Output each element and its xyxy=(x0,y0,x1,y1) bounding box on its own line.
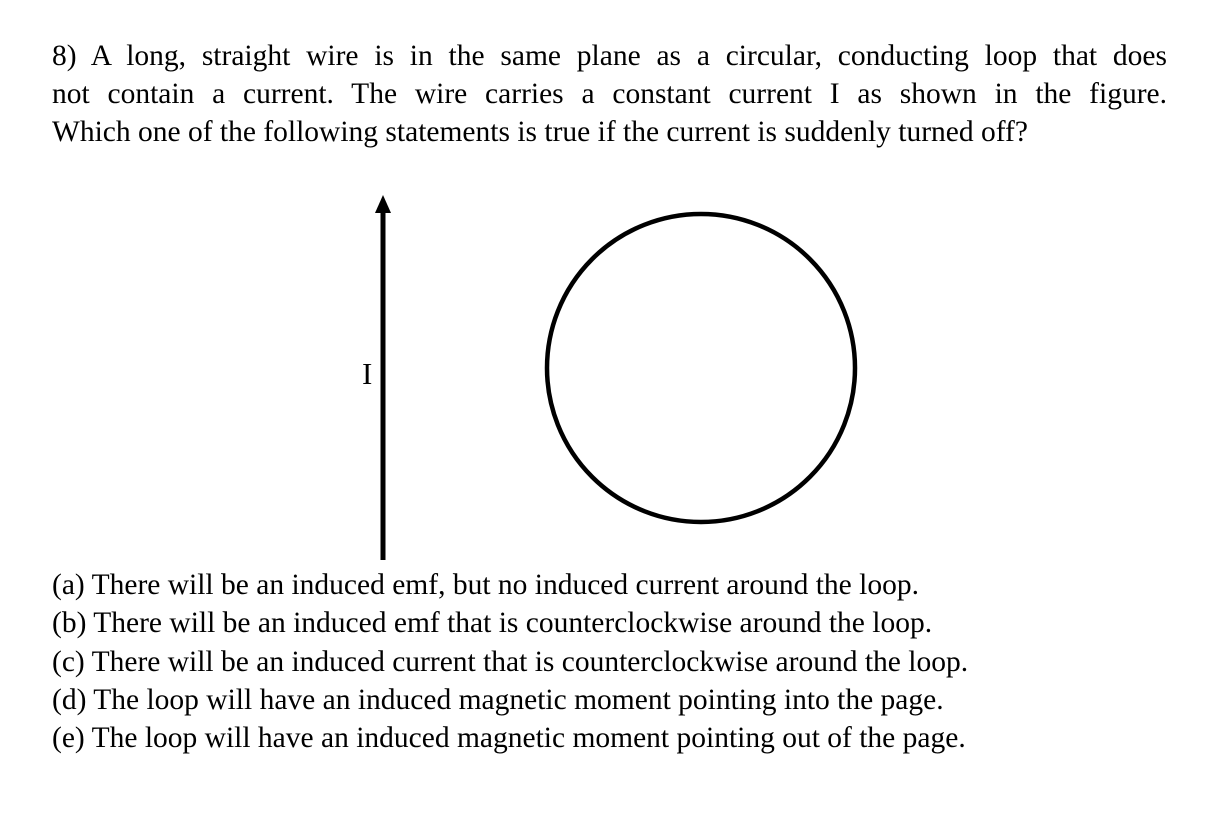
question-line: not contain a current. The wire carries a constant current I as shown in the figure. xyxy=(52,78,1167,110)
current-arrow-head xyxy=(375,195,391,213)
choice-c[interactable]: (c) There will be an induced current that is counterclockwise around the loop. xyxy=(52,645,969,678)
answer-choices xyxy=(52,566,968,757)
choice-d[interactable]: (d) The loop will have an induced magnetic moment pointing into the page. xyxy=(52,683,944,716)
question-line: 8) A long, straight wire is in the same plane as a circular, conducting loop that does xyxy=(52,40,1167,72)
question-line: Which one of the following statements is true if the current is suddenly turned off? xyxy=(52,116,1028,148)
choice-a[interactable]: (a) There will be an induced emf, but no induced current around the loop. xyxy=(52,569,919,601)
conducting-loop xyxy=(547,214,855,522)
choice-e[interactable]: (e) The loop will have an induced magnetic moment pointing out of the page. xyxy=(52,722,966,755)
current-label: I xyxy=(362,356,373,391)
question-text xyxy=(52,37,1167,151)
choice-b[interactable]: (b) There will be an induced emf that is counterclockwise around the loop. xyxy=(52,607,933,640)
